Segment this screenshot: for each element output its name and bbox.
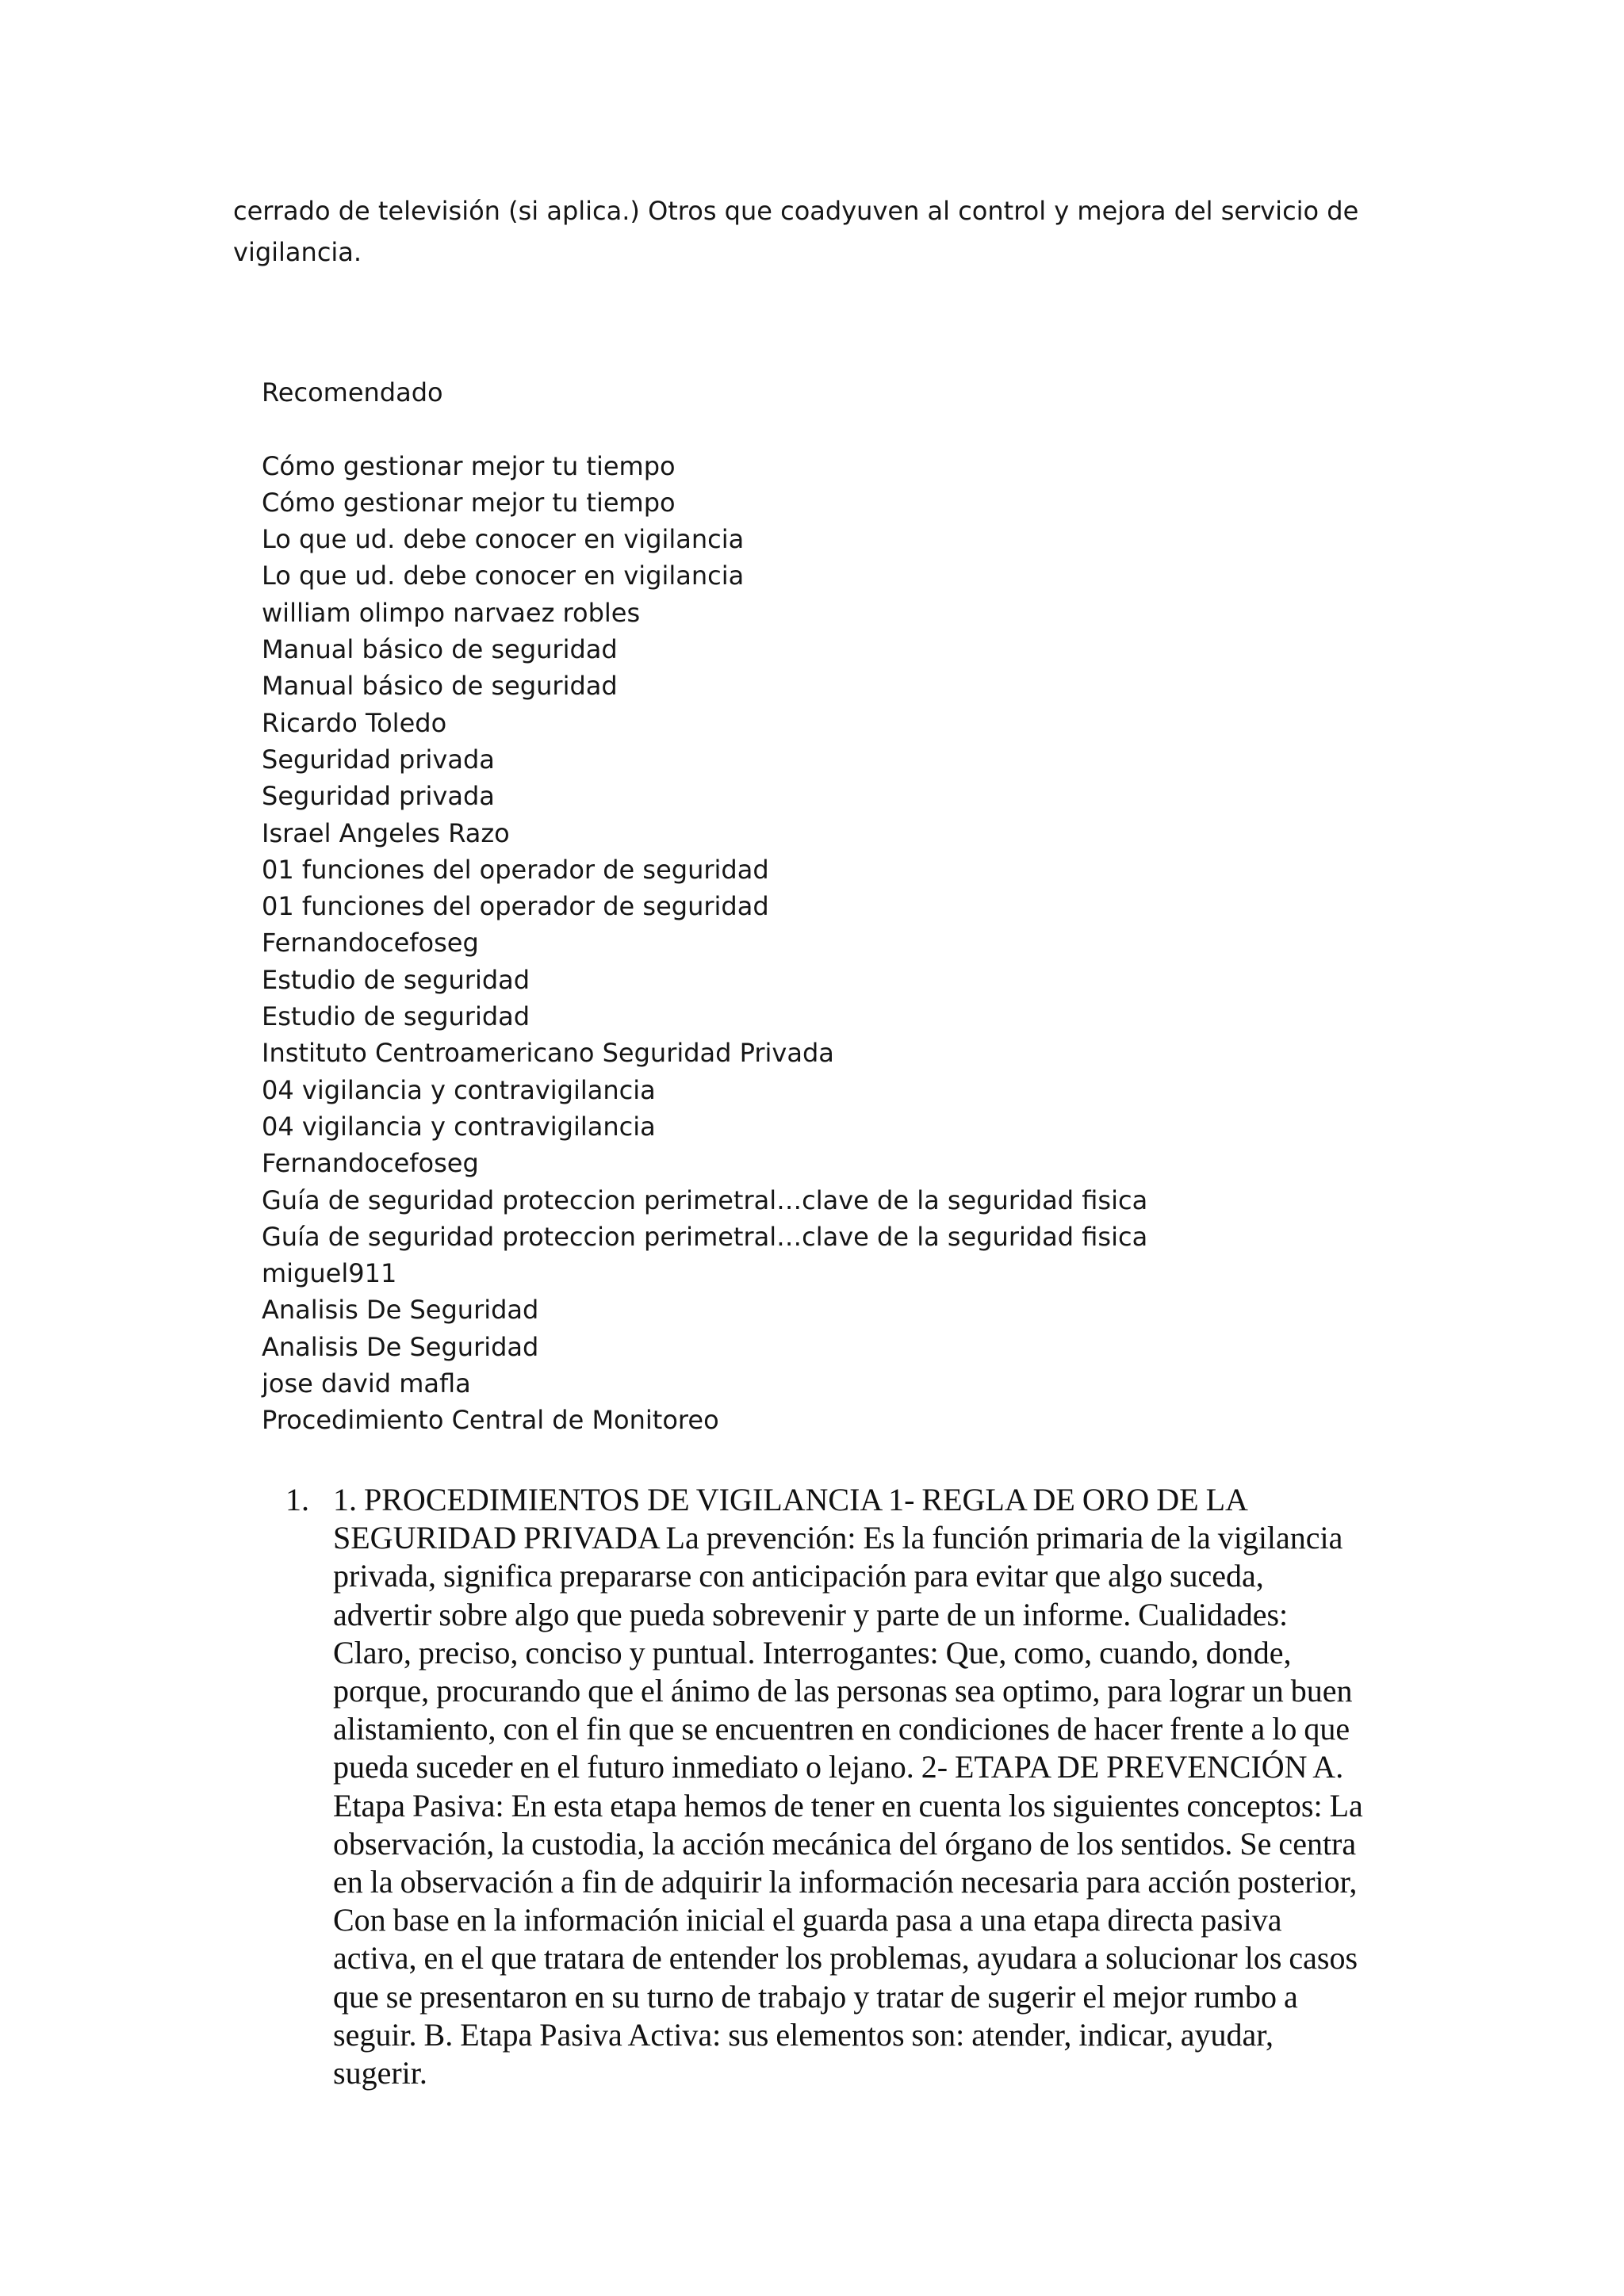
recommended-item[interactable]: Lo que ud. debe conocer en vigilancia [262,561,745,591]
recommended-item[interactable]: jose david mafla [262,1368,471,1399]
recommended-item[interactable]: Manual básico de seguridad [262,634,618,665]
recommended-item[interactable]: Lo que ud. debe conocer en vigilancia [262,524,745,555]
recommended-item[interactable]: 04 vigilancia y contravigilancia [262,1111,656,1142]
recommended-item[interactable]: Seguridad privada [262,781,495,812]
recommended-item[interactable]: Analisis De Seguridad [262,1331,539,1362]
recommended-item[interactable]: Seguridad privada [262,744,495,775]
recommended-item[interactable]: Manual básico de seguridad [262,671,618,702]
transcript-paragraph: 1. PROCEDIMIENTOS DE VIGILANCIA 1- REGLA DE ORO DE LA SEGURIDAD PRIVADA La prevención: Es la función primaria de la vigilancia privada, significa prepararse con anticipación para evitar que algo suceda, advertir sobre algo que pueda sobrevenir y parte de un informe. Cualidades: Claro, preciso, conciso y puntual. Interrogantes: Que, como, cuando, donde, porque, procurando que el ánimo de las personas sea optimo, para lograr un buen alistamiento, con el fin que se encuentren en condiciones de hacer frente a lo que pueda suceder en el futuro inmediato o lejano. 2- ETAPA DE PREVENCIÓN A. Etapa Pasiva: En esta etapa hemos de tener en cuenta los siguientes conceptos: La observación, la custodia, la acción mecánica del órgano de los sentidos. Se centra en la observación a fin de adquirir la información necesaria para acción posterior, Con base en la información inicial el guarda pasa a una etapa directa pasiva activa, en el que tratara de entender los problemas, ayudara a solucionar los casos que se presentaron en su turno de trabajo y tratar de sugerir el mejor rumbo a seguir. B. Etapa Pasiva Activa: sus elementos son: atender, indicar, ayudar, sugerir. [333,1482,1363,2091]
recommended-list [262,448,1451,1439]
recommended-item[interactable]: 01 funciones del operador de seguridad [262,854,769,885]
recommended-item[interactable]: Israel Angeles Razo [262,817,510,848]
recommended-item[interactable]: Guía de seguridad proteccion perimetral…clave de la seguridad fisica [262,1221,1148,1252]
list-marker: 1. [285,1482,309,1517]
recommended-item[interactable]: Estudio de seguridad [262,1001,530,1032]
recommended-item[interactable]: Analisis De Seguridad [262,1295,539,1326]
recommended-item[interactable]: Cómo gestionar mejor tu tiempo [262,450,676,481]
recommended-item[interactable]: Fernandocefoseg [262,928,479,959]
recommended-item[interactable]: Fernandocefoseg [262,1148,479,1179]
recommended-item[interactable]: miguel911 [262,1258,397,1289]
recommended-item[interactable]: 01 funciones del operador de seguridad [262,891,769,922]
recommended-item[interactable]: Instituto Centroamericano Seguridad Privada [262,1038,834,1069]
recommended-item[interactable]: Guía de seguridad proteccion perimetral…clave de la seguridad fisica [262,1184,1148,1215]
recommended-item[interactable]: Procedimiento Central de Monitoreo [262,1405,719,1436]
recommended-item[interactable]: Ricardo Toledo [262,707,447,738]
recommended-item[interactable]: william olimpo narvaez robles [262,597,641,628]
recommended-section [262,374,1451,1439]
recommended-item[interactable]: Estudio de seguridad [262,964,530,995]
recommended-heading: Recomendado [262,377,443,408]
recommended-item[interactable]: Cómo gestionar mejor tu tiempo [262,487,676,518]
intro-paragraph: cerrado de televisión (si aplica.) Otros que coadyuven al control y mejora del servicio de vigilancia. [233,196,1359,267]
recommended-item[interactable]: 04 vigilancia y contravigilancia [262,1074,656,1105]
